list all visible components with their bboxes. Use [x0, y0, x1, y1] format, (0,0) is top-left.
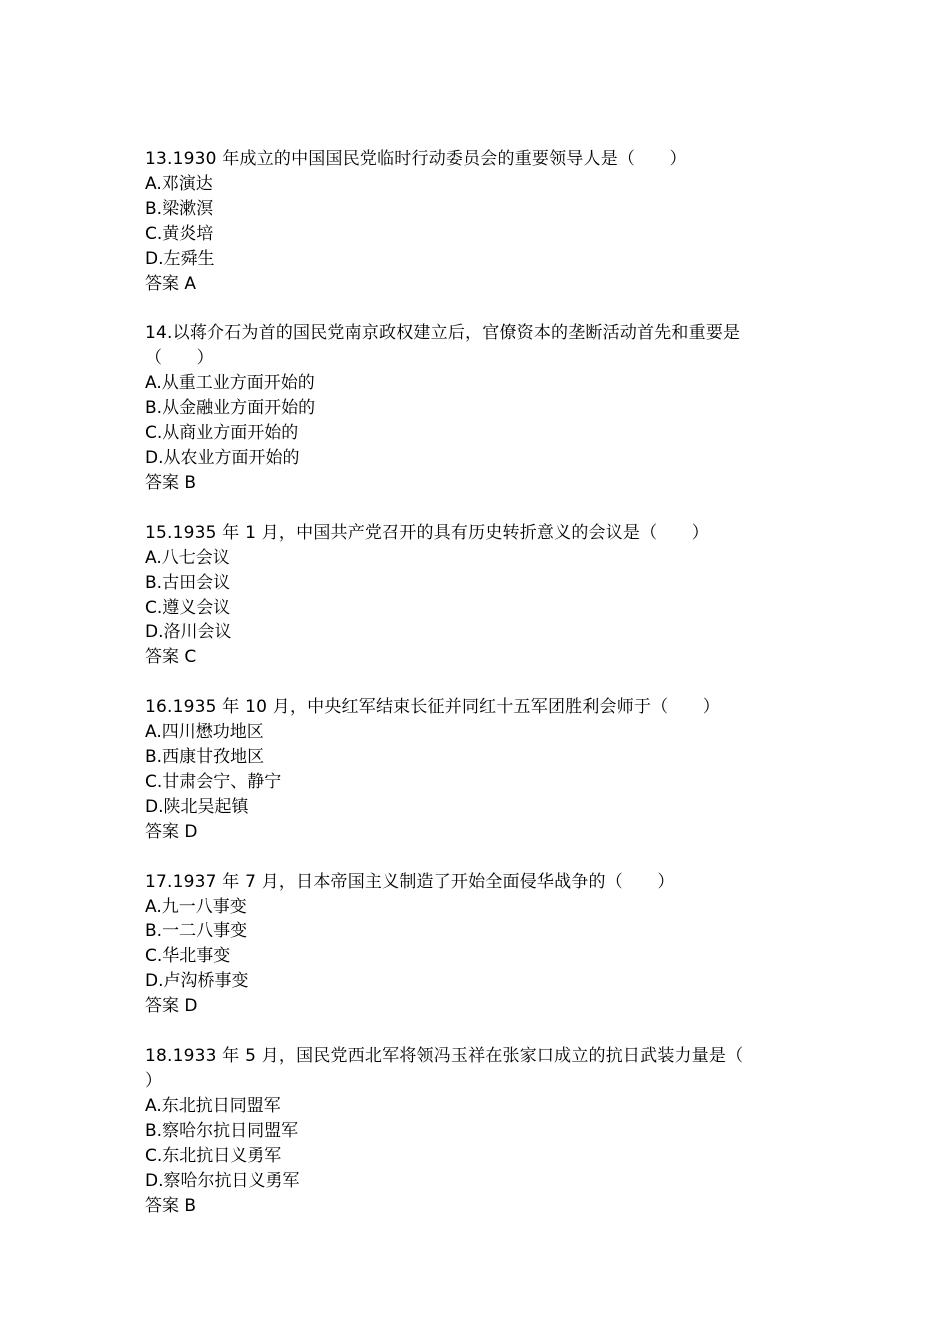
option-d: D.察哈尔抗日义勇军 [145, 1170, 300, 1191]
answer-line: 答案 C [145, 647, 197, 668]
question-14 [145, 321, 810, 495]
option-c: C.从商业方面开始的 [145, 423, 299, 444]
question-list [145, 147, 810, 1243]
option-c: C.甘肃会宁、静宁 [145, 771, 282, 792]
question-18 [145, 1044, 810, 1218]
option-c: C.华北事变 [145, 946, 231, 967]
question-16 [145, 695, 810, 844]
option-a: A.四川懋功地区 [145, 722, 264, 743]
question-stem-continuation: ） [145, 1071, 163, 1091]
answer-line: 答案 B [145, 472, 197, 493]
option-b: B.西康甘孜地区 [145, 747, 265, 768]
question-stem: 16.1935 年 10 月，中央红军结束长征并同红十五军团胜利会师于（ ） [145, 697, 720, 718]
option-a: A.从重工业方面开始的 [145, 373, 315, 394]
option-d: D.卢沟桥事变 [145, 971, 249, 992]
question-stem: 18.1933 年 5 月，国民党西北军将领冯玉祥在张家口成立的抗日武装力量是（ [145, 1046, 744, 1067]
option-b: B.古田会议 [145, 572, 231, 593]
option-a: A.东北抗日同盟军 [145, 1095, 281, 1116]
question-13 [145, 147, 810, 296]
option-d: D.左舜生 [145, 248, 215, 269]
answer-line: 答案 A [145, 273, 197, 294]
option-d: D.洛川会议 [145, 622, 232, 643]
answer-line: 答案 D [145, 996, 198, 1017]
answer-line: 答案 D [145, 821, 198, 842]
answer-line: 答案 B [145, 1195, 197, 1216]
option-c: C.遵义会议 [145, 597, 231, 618]
option-c: C.东北抗日义勇军 [145, 1145, 282, 1166]
option-a: A.邓演达 [145, 173, 213, 194]
question-15 [145, 521, 810, 670]
question-stem-continuation: （ ） [145, 348, 214, 369]
option-c: C.黄炎培 [145, 223, 214, 244]
option-d: D.陕北吴起镇 [145, 796, 249, 817]
question-17 [145, 870, 810, 1019]
option-b: B.梁漱溟 [145, 198, 214, 219]
option-a: A.八七会议 [145, 547, 230, 568]
option-b: B.从金融业方面开始的 [145, 398, 316, 419]
option-b: B.察哈尔抗日同盟军 [145, 1120, 299, 1141]
question-stem: 13.1930 年成立的中国国民党临时行动委员会的重要领导人是（ ） [145, 149, 687, 169]
option-d: D.从农业方面开始的 [145, 447, 300, 468]
question-stem: 15.1935 年 1 月，中国共产党召开的具有历史转折意义的会议是（ ） [145, 522, 709, 543]
question-stem: 14.以蒋介石为首的国民党南京政权建立后，官僚资本的垄断活动首先和重要是 [145, 323, 741, 344]
option-b: B.一二八事变 [145, 921, 248, 942]
question-stem: 17.1937 年 7 月，日本帝国主义制造了开始全面侵华战争的（ ） [145, 871, 675, 892]
option-a: A.九一八事变 [145, 896, 247, 917]
